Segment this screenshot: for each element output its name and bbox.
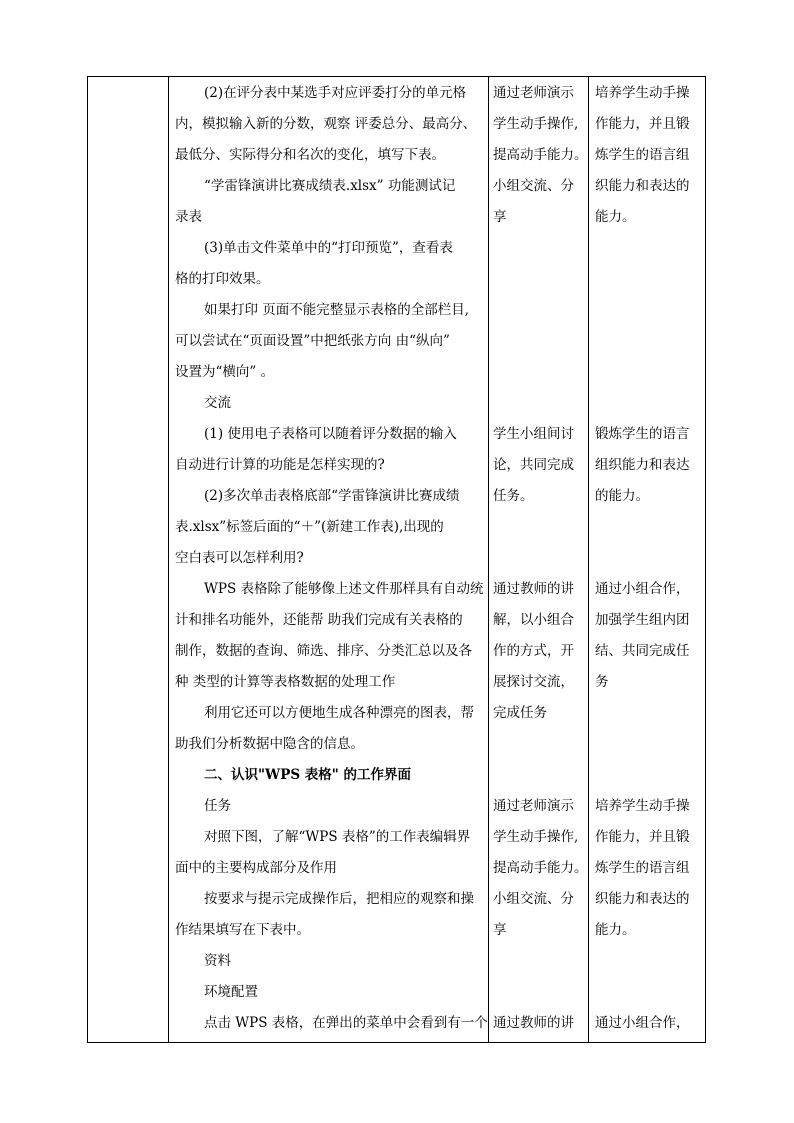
text-line: 助我们分析数据中隐含的信息。 [175,736,364,752]
text-line: 炼学生的语言组 [595,860,690,876]
text-line: (2)多次单击表格底部“学雷锋演讲比赛成绩 [204,488,460,504]
text-line: 环境配置 [204,984,258,1000]
teaching-method-cell [489,77,587,1042]
text-line: 解，以小组合 [493,612,574,628]
text-line: 提高动手能力。 [493,147,588,163]
text-line: 培养学生动手操 [595,798,690,814]
text-line: 按要求与提示完成操作后，把相应的观察和操 [204,891,474,907]
text-line: 如果打印 页面不能完整显示表格的全部栏目, [204,302,470,318]
text-line: 结、共同完成任 [595,643,690,659]
text-line: 空白表可以怎样利用? [175,550,304,566]
text-line: 享 [493,209,507,225]
text-line: (3)单击文件菜单中的“打印预览”，查看表 [204,240,453,256]
text-line: 织能力和表达的 [595,178,690,194]
text-line: 炼学生的语言组 [595,147,690,163]
text-line: 设置为“横向” 。 [175,364,275,380]
text-line: 小组交流、分 [493,178,574,194]
text-line: 学生动手操作, [493,116,579,132]
text-line: 通过小组合作， [595,581,690,597]
text-line: 资料 [204,953,231,969]
text-line: 学生动手操作, [493,829,579,845]
text-line: 享 [493,922,507,938]
text-line: 展探讨交流， [493,674,574,690]
text-line: 任务 [204,798,231,814]
design-purpose-cell [589,77,706,1042]
text-line: 作能力，并且锻 [595,829,690,845]
text-line: 加强学生组内团 [595,612,690,628]
text-line: 表.xlsx”标签后面的“＋”(新建工作表),出现的 [175,519,444,535]
text-line: 录表 [175,209,202,225]
lesson-plan-table [87,76,706,1043]
text-line: 二、认识"WPS 表格" 的工作界面 [204,767,412,783]
text-line: 点击 WPS 表格，在弹出的菜单中会看到有一个 [204,1015,488,1031]
text-line: 计和排名功能外，还能帮 助我们完成有关表格的 [175,612,463,628]
text-line: 交流 [204,395,231,411]
text-line: 的能力。 [595,488,649,504]
teaching-content-cell [169,77,487,1042]
text-line: 通过教师的讲 [493,1015,574,1031]
text-line: 通过小组合作， [595,1015,690,1031]
text-line: 通过老师演示 [493,85,574,101]
text-line: 任务。 [493,488,534,504]
text-line: 可以尝试在“页面设置”中把纸张方向 由“纵向” [175,333,450,349]
text-line: (2)在评分表中某选手对应评委打分的单元格 [204,85,467,101]
text-line: WPS 表格除了能够像上述文件那样具有自动统 [204,581,484,597]
text-line: 学生小组间讨 [493,426,574,442]
text-line: 务 [595,674,609,690]
text-line: (1) 使用电子表格可以随着评分数据的输入 [204,426,457,442]
text-line: 锻炼学生的语言 [595,426,690,442]
text-line: 自动进行计算的功能是怎样实现的? [175,457,385,473]
text-line: 论，共同完成 [493,457,574,473]
text-line: 格的打印效果。 [175,271,270,287]
text-line: 作结果填写在下表中。 [175,922,310,938]
text-line: 种 类型的计算等表格数据的处理工作 [175,674,396,690]
text-line: 对照下图，了解“WPS 表格”的工作表编辑界 [204,829,471,845]
text-line: 能力。 [595,209,636,225]
text-line: 内，模拟输入新的分数，观察 评委总分、最高分、 [175,116,477,132]
text-line: 完成任务 [493,705,547,721]
text-line: 作的方式，开 [493,643,574,659]
text-line: 小组交流、分 [493,891,574,907]
text-line: 组织能力和表达 [595,457,690,473]
text-line: 培养学生动手操 [595,85,690,101]
text-line: 最低分、实际得分和名次的变化，填写下表。 [175,147,445,163]
section-label-cell [88,77,168,1042]
text-line: 制作，数据的查询、筛选、排序、分类汇总以及各 [175,643,472,659]
text-line: 通过老师演示 [493,798,574,814]
text-line: 能力。 [595,922,636,938]
text-line: 织能力和表达的 [595,891,690,907]
text-line: 通过教师的讲 [493,581,574,597]
text-line: 作能力，并且锻 [595,116,690,132]
text-line: “学雷锋演讲比赛成绩表.xlsx” 功能测试记 [204,178,456,194]
text-line: 利用它还可以方便地生成各种漂亮的图表，帮 [204,705,474,721]
text-line: 提高动手能力。 [493,860,588,876]
text-line: 面中的主要构成部分及作用 [175,860,337,876]
